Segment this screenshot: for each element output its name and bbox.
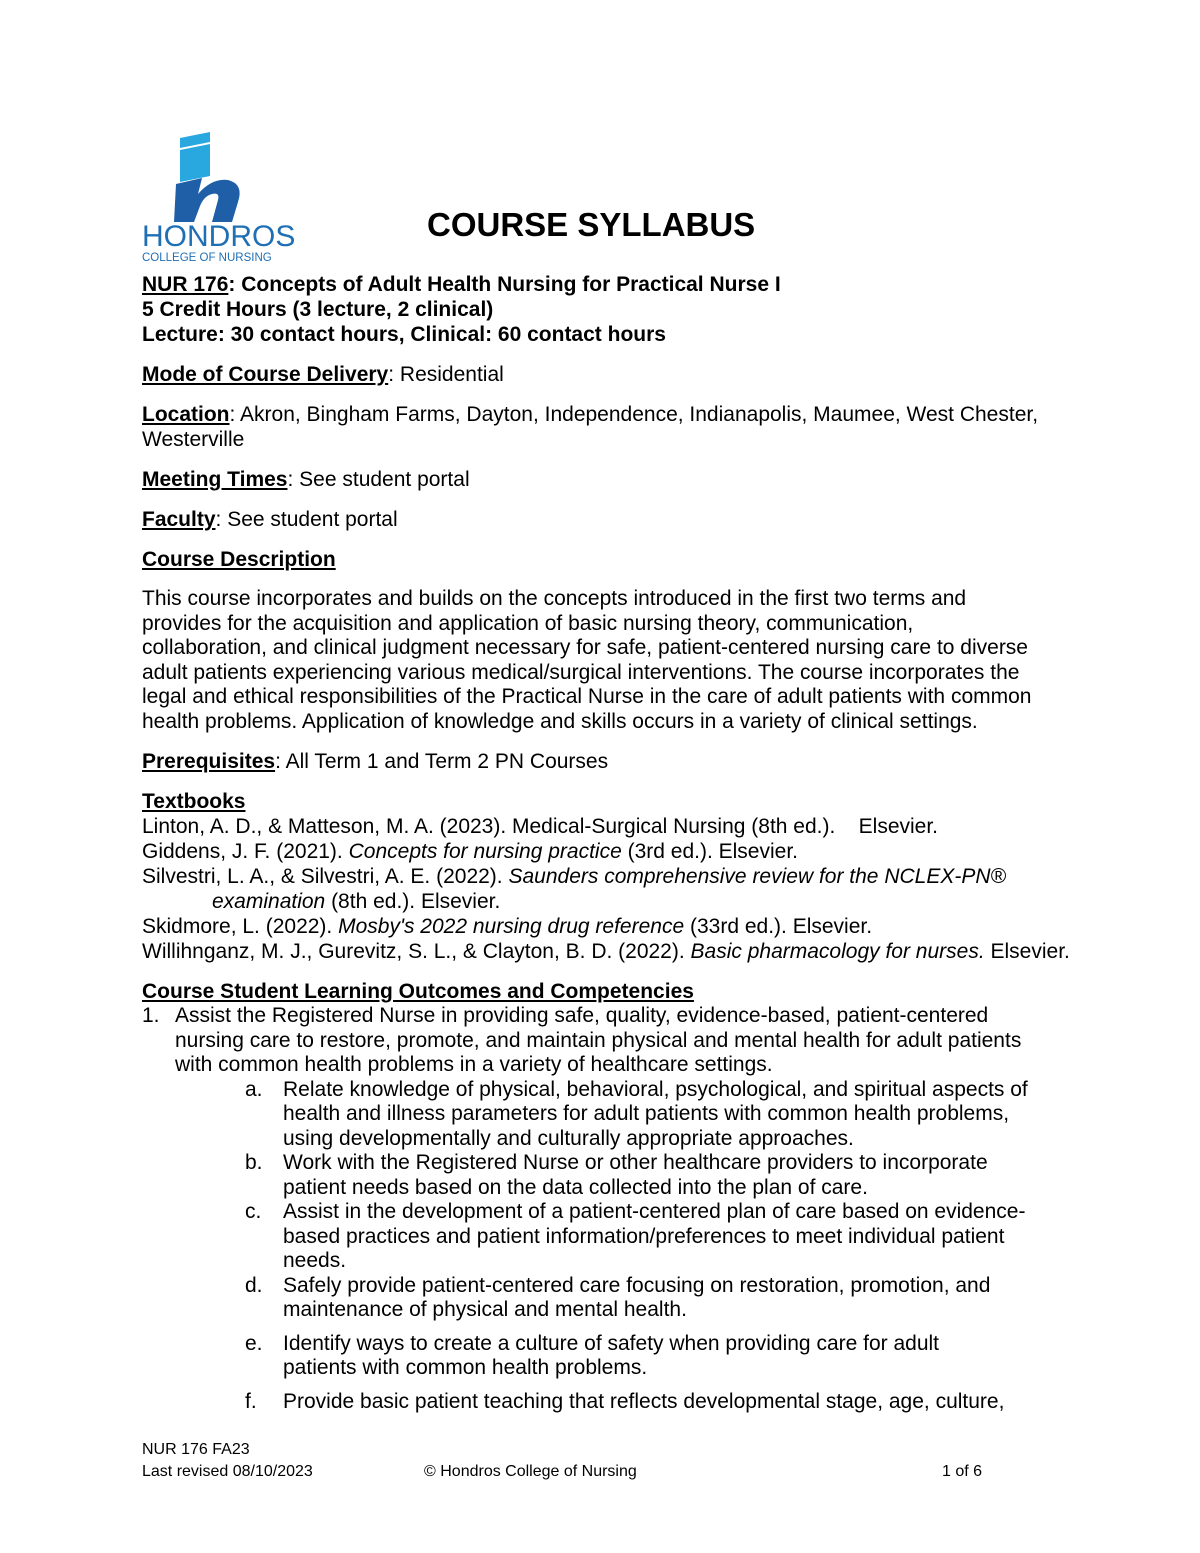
description-line: provides for the acquisition and application of basic nursing theory, communication, <box>142 611 914 635</box>
course-code: NUR 176 <box>142 273 229 296</box>
location-label: Location <box>142 403 230 426</box>
delivery-mode-value: : Residential <box>388 363 504 386</box>
competency-letter: e. <box>245 1331 263 1355</box>
competency-line: Provide basic patient teaching that reflects developmental stage, age, culture, <box>283 1389 1005 1413</box>
textbook-item <box>142 839 1102 864</box>
competency-item <box>142 1078 1102 1152</box>
textbook-authors: Skidmore, L. (2022). <box>142 915 339 938</box>
competency-item <box>142 1332 1102 1381</box>
outcome-number: 1. <box>142 1004 160 1027</box>
competency-line: Work with the Registered Nurse or other healthcare providers to incorporate <box>283 1151 988 1174</box>
competency-line: maintenance of physical and mental health. <box>283 1298 687 1321</box>
meeting-times-label: Meeting Times <box>142 468 288 491</box>
location-value: : Akron, Bingham Farms, Dayton, Independence, Indianapolis, Maumee, West Chester, <box>229 403 1039 426</box>
description-line: adult patients experiencing various medical/surgical interventions. The course incorporates the <box>142 660 1020 684</box>
textbook-item-cont <box>142 889 1102 914</box>
prerequisites <box>142 749 1102 774</box>
faculty-value: : See student portal <box>215 508 398 531</box>
textbook-item: Linton, A. D., & Matteson, M. A. (2023). Medical-Surgical Nursing (8th ed.). Elsevier. <box>142 815 939 838</box>
competency-item <box>142 1274 1102 1323</box>
outcome-line: with common health problems in a variety of healthcare settings. <box>175 1053 773 1076</box>
prerequisites-label: Prerequisites <box>142 750 276 773</box>
outcome-item <box>142 1004 1102 1078</box>
competency-letter: f. <box>245 1389 257 1413</box>
location-value-cont: Westerville <box>142 428 245 451</box>
competency-item <box>142 1200 1102 1274</box>
textbooks-heading: Textbooks <box>142 790 246 813</box>
delivery-mode <box>142 362 1102 387</box>
competency-line: based practices and patient information/preferences to meet individual patient <box>283 1224 1005 1248</box>
page-title: COURSE SYLLABUS <box>427 206 756 243</box>
course-description-heading: Course Description <box>142 548 336 571</box>
footer-course-code: NUR 176 FA23 <box>142 1441 250 1458</box>
description-line: This course incorporates and builds on the concepts introduced in the first two terms and <box>142 587 967 610</box>
competency-item <box>142 1151 1102 1200</box>
textbook-authors: Giddens, J. F. (2021). <box>142 840 349 863</box>
h-logo-icon <box>140 132 260 227</box>
meeting-times <box>142 467 1102 492</box>
competency-line: Safely provide patient-centered care focusing on restoration, promotion, and <box>283 1273 991 1297</box>
faculty <box>142 507 1102 532</box>
competency-letter: d. <box>245 1273 263 1297</box>
description-line: collaboration, and clinical judgment necessary for safe, patient-centered nursing care to diverse <box>142 636 1028 659</box>
textbook-item <box>142 939 1102 964</box>
competency-letter: a. <box>245 1077 263 1101</box>
textbook-item <box>142 864 1102 889</box>
course-title-line <box>142 272 1102 297</box>
prerequisites-value: : All Term 1 and Term 2 PN Courses <box>275 750 609 773</box>
logo-subtitle: COLLEGE OF NURSING <box>142 252 272 264</box>
competency-line: using developmentally and culturally appropriate approaches. <box>283 1126 854 1150</box>
textbook-authors: Silvestri, L. A., & Silvestri, A. E. (2022). <box>142 865 509 888</box>
delivery-mode-label: Mode of Course Delivery <box>142 363 389 386</box>
competency-letter: c. <box>245 1200 262 1223</box>
description-line: health problems. Application of knowledge and skills occurs in a variety of clinical settings. <box>142 709 978 733</box>
textbook-title-cont: examination <box>212 890 326 913</box>
footer-revised: Last revised 08/10/2023 <box>142 1463 313 1480</box>
competency-line: Relate knowledge of physical, behavioral, psychological, and spiritual aspects of <box>283 1077 1028 1101</box>
faculty-label: Faculty <box>142 508 216 531</box>
competency-line: Assist in the development of a patient-centered plan of care based on evidence- <box>283 1200 1026 1223</box>
footer-page-number: 1 of 6 <box>942 1463 983 1480</box>
logo-name: HONDROS <box>142 220 296 253</box>
outcome-line: nursing care to restore, promote, and maintain physical and mental health for adult patients <box>175 1028 1022 1052</box>
competency-item <box>142 1390 1102 1415</box>
outcomes-heading: Course Student Learning Outcomes and Competencies <box>142 980 694 1003</box>
textbook-publisher: Elsevier. <box>984 940 1070 963</box>
textbook-title: Concepts for nursing practice <box>348 840 622 863</box>
textbook-title: Saunders comprehensive review for the NCLEX-PN® <box>508 865 1006 888</box>
credit-hours: 5 Credit Hours (3 lecture, 2 clinical) <box>142 298 494 321</box>
textbook-publisher: (33rd ed.). Elsevier. <box>684 915 873 938</box>
course-name: : Concepts of Adult Health Nursing for Practical Nurse I <box>228 273 781 296</box>
competency-letter: b. <box>245 1151 263 1174</box>
competency-line: patient needs based on the data collected into the plan of care. <box>283 1175 868 1199</box>
textbook-publisher: (3rd ed.). Elsevier. <box>621 840 798 863</box>
competency-line: patients with common health problems. <box>283 1356 648 1379</box>
competency-line: health and illness parameters for adult patients with common health problems, <box>283 1102 1010 1125</box>
contact-hours: Lecture: 30 contact hours, Clinical: 60 contact hours <box>142 323 666 346</box>
outcome-line: Assist the Registered Nurse in providing safe, quality, evidence-based, patient-centered <box>175 1004 989 1027</box>
description-line: legal and ethical responsibilities of the Practical Nurse in the care of adult patients with common <box>142 685 1032 708</box>
location <box>142 402 1102 427</box>
competency-line: Identify ways to create a culture of safety when providing care for adult <box>283 1331 940 1355</box>
textbook-publisher: (8th ed.). Elsevier. <box>325 890 501 913</box>
course-description-text <box>142 587 1072 734</box>
footer-copyright: © Hondros College of Nursing <box>424 1463 637 1480</box>
textbook-title: Mosby's 2022 nursing drug reference <box>338 915 685 938</box>
textbook-authors: Willihnganz, M. J., Gurevitz, S. L., & Clayton, B. D. (2022). <box>142 940 691 963</box>
competency-line: needs. <box>283 1249 347 1272</box>
textbook-item <box>142 914 1102 939</box>
textbook-title: Basic pharmacology for nurses. <box>690 940 985 963</box>
syllabus-body <box>142 272 1102 1414</box>
meeting-times-value: : See student portal <box>287 468 470 491</box>
